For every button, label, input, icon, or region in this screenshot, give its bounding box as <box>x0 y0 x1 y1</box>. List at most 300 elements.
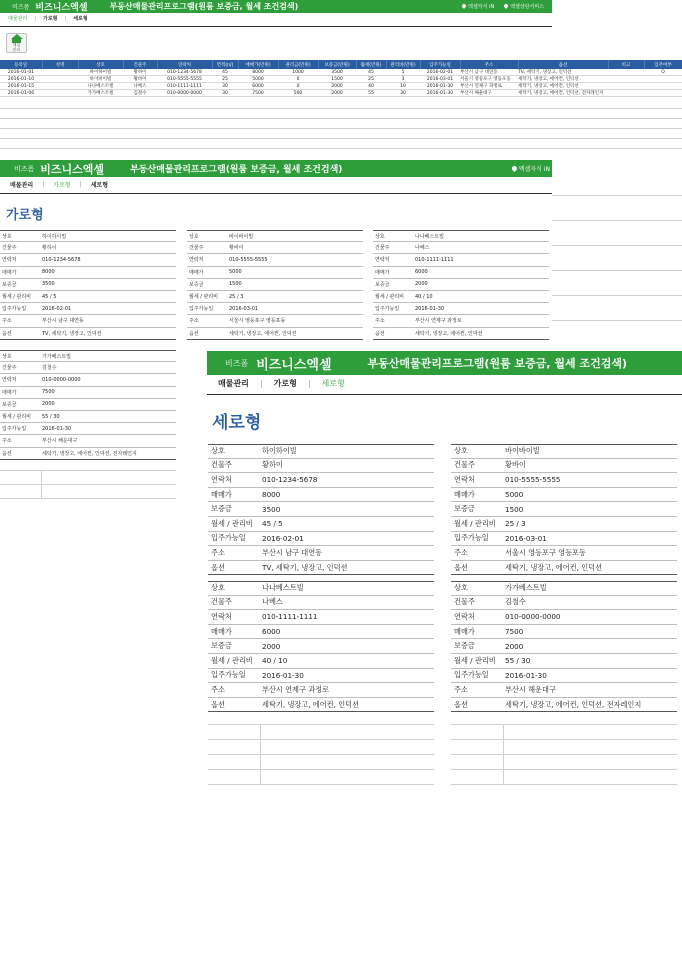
field-value-price[interactable]: 8000 <box>262 490 281 500</box>
field-value-price[interactable]: 6000 <box>262 627 281 637</box>
table-cell[interactable]: 30 <box>386 90 420 97</box>
field-label: 연락처 <box>454 474 475 484</box>
field-label: 월세 / 관리비 <box>2 414 32 421</box>
field-value-address[interactable]: 부산시 해운대구 <box>505 684 556 694</box>
table-cell[interactable]: 5000 <box>238 76 278 83</box>
table-cell[interactable] <box>608 83 644 90</box>
empty-grid-line <box>208 769 434 770</box>
table-cell[interactable]: TV, 세탁기, 냉장고, 인덕션 <box>518 69 608 76</box>
table-cell[interactable]: 2016-02-01 <box>420 69 460 76</box>
table-header-cell: 입주여부 <box>644 60 682 69</box>
app-header-bar <box>0 0 552 13</box>
field-value-deposit[interactable]: 2000 <box>505 641 524 651</box>
empty-grid-line <box>208 754 434 755</box>
field-value-options[interactable]: 세탁기, 냉장고, 에어컨, 인덕션, 전자레인지 <box>42 450 137 457</box>
property-field-row <box>208 654 434 669</box>
property-field-row <box>208 561 434 576</box>
table-cell[interactable] <box>608 90 644 97</box>
table-row[interactable] <box>0 76 682 83</box>
field-value-owner[interactable]: 김철수 <box>42 365 57 372</box>
field-label: 건물주 <box>2 245 17 252</box>
field-value-options[interactable]: 세탁기, 냉장고, 에어컨, 인덕션 <box>262 699 360 709</box>
nav-separator: | <box>79 181 82 188</box>
table-cell[interactable]: 부산시 남구 대연동 <box>460 69 518 76</box>
table-header-row <box>0 60 682 69</box>
property-field-row <box>0 230 176 242</box>
property-field-row <box>451 698 677 713</box>
table-cell[interactable]: 500 <box>278 90 318 97</box>
table-cell[interactable]: O <box>644 69 682 76</box>
table-cell[interactable]: 010-5555-5555 <box>157 76 212 83</box>
business-excel-logo[interactable]: 비즈니스엑셀 <box>35 3 88 13</box>
listing-home-button[interactable] <box>6 33 27 53</box>
field-value-options[interactable]: 세탁기, 냉장고, 에어컨, 인덕션 <box>229 330 297 337</box>
field-value-name[interactable]: 바이바이빌 <box>505 446 540 456</box>
location-pin-icon <box>461 3 467 9</box>
field-value-deposit[interactable]: 2000 <box>262 641 281 651</box>
table-cell[interactable]: 1500 <box>318 76 356 83</box>
table-cell[interactable]: 서울시 영등포구 영등포동 <box>460 76 518 83</box>
field-value-deposit[interactable]: 2000 <box>42 401 55 408</box>
property-field-row <box>208 473 434 488</box>
header-link-excel-in[interactable]: 엑셀자식 iN <box>462 3 494 10</box>
field-value-price[interactable]: 6000 <box>415 269 428 276</box>
field-value-address[interactable]: 부산시 연제구 과정로 <box>415 318 462 325</box>
bizform-logo-text: 비즈폼 <box>225 358 249 368</box>
property-card <box>0 230 176 340</box>
field-value-phone[interactable]: 010-5555-5555 <box>505 475 561 485</box>
field-value-options[interactable]: 세탁기, 냉장고, 에어컨, 인덕션, 전자레인지 <box>505 699 642 709</box>
field-value-deposit[interactable]: 3500 <box>262 504 281 514</box>
field-value-phone[interactable]: 010-1234-5678 <box>262 475 318 485</box>
empty-row <box>0 138 682 139</box>
table-cell[interactable]: 3 <box>386 76 420 83</box>
nav-divider <box>0 26 552 27</box>
field-value-address[interactable]: 부산시 해운대구 <box>42 438 78 445</box>
property-field-row <box>208 610 434 625</box>
table-cell[interactable]: 25 <box>212 76 238 83</box>
field-value-options[interactable]: 세탁기, 냉장고, 에어컨, 인덕션 <box>415 330 483 337</box>
property-card <box>373 230 549 340</box>
field-label: 입주가능일 <box>189 306 214 313</box>
property-field-row <box>0 242 176 254</box>
table-cell[interactable]: 1000 <box>278 69 318 76</box>
sheet-nav <box>8 15 88 22</box>
field-label: 보증금 <box>454 641 475 651</box>
location-pin-icon <box>511 165 518 172</box>
field-value-owner[interactable]: 김철수 <box>505 597 526 607</box>
property-field-row <box>373 267 549 279</box>
field-value-name[interactable]: 나나베스트빌 <box>415 233 444 240</box>
field-value-price[interactable]: 8000 <box>42 269 55 276</box>
field-value-deposit[interactable]: 1500 <box>229 281 242 288</box>
field-label: 주소 <box>2 438 12 445</box>
app-title: 부동산매물관리프로그램(원룸 보증금, 월세 조건검색) <box>130 165 343 175</box>
field-value-owner[interactable]: 황바이 <box>505 460 526 470</box>
table-header-cell: 성명 <box>42 60 78 69</box>
table-header-cell: 건물주 <box>123 60 157 69</box>
property-field-row <box>451 546 677 561</box>
field-label: 보증금 <box>211 504 232 514</box>
field-value-rent-fee[interactable]: 55 / 30 <box>42 413 60 420</box>
table-cell[interactable]: 부산시 연제구 과정로 <box>460 83 518 90</box>
property-field-row <box>373 303 549 315</box>
field-label: 상호 <box>2 353 12 360</box>
home-button-label-2: 관리 <box>12 46 21 52</box>
empty-grid-line <box>451 754 677 755</box>
table-cell[interactable]: 10 <box>386 83 420 90</box>
table-cell[interactable]: 황하이 <box>123 69 157 76</box>
field-value-name[interactable]: 하이하이빌 <box>262 446 297 456</box>
table-cell[interactable]: 2016-01-15 <box>0 83 42 90</box>
table-cell[interactable]: 0 <box>278 76 318 83</box>
table-cell[interactable]: 2016-01-30 <box>420 83 460 90</box>
table-cell[interactable]: 2000 <box>318 90 356 97</box>
field-value-address[interactable]: 부산시 연제구 과정로 <box>262 684 330 694</box>
field-value-address[interactable]: 부산시 남구 대연동 <box>42 318 84 325</box>
property-field-row <box>0 448 176 460</box>
table-cell[interactable]: 2016-01-10 <box>0 76 42 83</box>
property-field-row <box>208 532 434 547</box>
field-value-rent-fee[interactable]: 25 / 3 <box>229 293 244 300</box>
table-cell[interactable] <box>608 76 644 83</box>
property-field-row <box>373 315 549 327</box>
property-field-row <box>208 669 434 684</box>
field-value-name[interactable]: 나나베스트빌 <box>262 583 304 593</box>
sheet-gridline <box>552 220 682 221</box>
field-value-rent-fee[interactable]: 45 / 5 <box>262 519 283 529</box>
table-row[interactable] <box>0 83 682 90</box>
field-value-owner[interactable]: 나베스 <box>415 245 430 252</box>
field-label: 매매가 <box>211 626 232 636</box>
field-value-price[interactable]: 5000 <box>229 269 242 276</box>
table-cell[interactable]: 김철수 <box>123 90 157 97</box>
field-value-address[interactable]: 서울시 영등포구 영등포동 <box>229 318 286 325</box>
property-field-row <box>0 411 176 423</box>
field-value-price[interactable]: 7500 <box>505 627 524 637</box>
field-label: 옵션 <box>2 450 12 457</box>
empty-row <box>0 128 682 129</box>
table-cell[interactable]: 45 <box>356 69 386 76</box>
table-cell[interactable]: 010-1234-5678 <box>157 69 212 76</box>
table-cell[interactable]: 45 <box>212 69 238 76</box>
field-label: 입주가능일 <box>211 533 246 543</box>
property-field-row <box>208 625 434 640</box>
property-field-row <box>373 291 549 303</box>
empty-grid-line <box>451 739 677 740</box>
field-label: 보증금 <box>375 281 390 288</box>
table-cell[interactable]: 세탁기, 냉장고, 에어컨, 인덕션, 전자레인지 <box>518 90 608 97</box>
app-title: 부동산매물관리프로그램(원룸 보증금, 월세 조건검색) <box>367 357 628 370</box>
property-field-row <box>208 502 434 517</box>
table-cell[interactable]: 2016-01-30 <box>420 90 460 97</box>
field-value-move-in[interactable]: 2016-01-30 <box>42 425 72 432</box>
table-header-cell: 면적(㎡) <box>212 60 238 69</box>
property-field-row <box>451 444 677 459</box>
field-value-price[interactable]: 7500 <box>42 389 55 396</box>
page-heading-horizontal: 가로형 <box>6 208 44 223</box>
field-value-price[interactable]: 5000 <box>505 490 524 500</box>
sheet-gridline <box>552 245 682 246</box>
business-excel-logo[interactable]: 비즈니스엑셀 <box>40 162 105 176</box>
property-field-row <box>451 561 677 576</box>
empty-row <box>0 118 682 119</box>
property-card <box>451 581 677 712</box>
app-header-bar-3 <box>207 351 682 375</box>
table-cell[interactable] <box>644 76 682 83</box>
nav-listing[interactable]: 매물관리 <box>218 379 249 388</box>
table-cell[interactable]: 30 <box>212 83 238 90</box>
field-value-options[interactable]: TV, 세탁기, 냉장고, 인덕션 <box>42 330 102 337</box>
empty-grid-line <box>260 724 261 784</box>
field-label: 상호 <box>454 583 468 593</box>
property-field-row <box>451 473 677 488</box>
table-cell[interactable]: 010-1111-1111 <box>157 83 212 90</box>
property-field-row <box>208 639 434 654</box>
field-value-move-in[interactable]: 2016-01-30 <box>415 305 445 312</box>
field-value-rent-fee[interactable]: 40 / 10 <box>262 656 288 666</box>
property-field-row <box>208 444 434 459</box>
field-label: 옵션 <box>375 330 385 337</box>
table-cell[interactable]: 부산시 해운대구 <box>460 90 518 97</box>
empty-grid-line <box>451 769 677 770</box>
empty-row <box>0 148 682 149</box>
field-label: 매매가 <box>2 389 17 396</box>
property-field-row <box>451 502 677 517</box>
property-field-row <box>208 517 434 532</box>
table-cell[interactable]: 40 <box>356 83 386 90</box>
field-label: 연락처 <box>2 377 17 384</box>
field-value-move-in[interactable]: 2016-01-30 <box>262 670 304 680</box>
field-value-name[interactable]: 하이하이빌 <box>42 233 67 240</box>
field-label: 월세 / 관리비 <box>2 294 32 301</box>
table-header-cell: 옵션 <box>518 60 608 69</box>
field-value-move-in[interactable]: 2016-02-01 <box>42 305 72 312</box>
home-button-label: 매물 <box>12 42 21 48</box>
table-cell[interactable]: 2016-03-01 <box>420 76 460 83</box>
sheet-gridline <box>552 270 682 271</box>
empty-grid-line <box>41 470 42 498</box>
table-cell[interactable] <box>42 90 78 97</box>
nav-vertical[interactable]: 세로형 <box>321 379 345 388</box>
nav-vertical[interactable]: 세로형 <box>90 182 109 189</box>
nav-horizontal[interactable]: 가로형 <box>53 182 71 189</box>
empty-row <box>0 108 682 109</box>
nav-vertical[interactable]: 세로형 <box>73 16 88 22</box>
table-cell[interactable] <box>644 83 682 90</box>
table-cell[interactable] <box>644 90 682 97</box>
nav-listing[interactable]: 매물관리 <box>8 16 28 22</box>
table-cell[interactable]: 세탁기, 냉장고, 에어컨, 인덕션 <box>518 83 608 90</box>
field-value-name[interactable]: 바이바이빌 <box>229 233 254 240</box>
nav-horizontal[interactable]: 가로형 <box>273 379 297 388</box>
field-value-name[interactable]: 가가베스트빌 <box>505 583 547 593</box>
table-cell[interactable] <box>42 83 78 90</box>
property-field-row <box>187 279 363 291</box>
business-excel-logo[interactable]: 비즈니스엑셀 <box>256 357 332 373</box>
table-cell[interactable]: 3500 <box>318 69 356 76</box>
property-field-row <box>451 669 677 684</box>
field-value-phone[interactable]: 010-1111-1111 <box>415 256 454 263</box>
field-value-phone[interactable]: 010-5555-5555 <box>229 256 268 263</box>
table-cell[interactable]: 55 <box>356 90 386 97</box>
field-label: 건물주 <box>454 597 475 607</box>
field-value-phone[interactable]: 010-1111-1111 <box>262 612 318 622</box>
header-link-consult[interactable]: 엑셀상담서비스 <box>504 3 544 10</box>
table-row[interactable] <box>0 90 682 97</box>
table-cell[interactable]: 010-0000-0000 <box>157 90 212 97</box>
table-cell[interactable]: 5 <box>386 69 420 76</box>
field-label: 연락처 <box>2 257 17 264</box>
property-field-row <box>373 328 549 340</box>
empty-grid-line <box>208 739 434 740</box>
table-header-cell: 보증금(만원) <box>318 60 356 69</box>
field-value-phone[interactable]: 010-0000-0000 <box>505 612 561 622</box>
header-link-excel-in[interactable]: 엑셀자식 iN <box>512 164 550 173</box>
property-field-row <box>208 488 434 503</box>
property-card <box>451 444 677 575</box>
table-cell[interactable]: 25 <box>356 76 386 83</box>
empty-grid-line <box>503 724 504 784</box>
field-value-deposit[interactable]: 3500 <box>42 281 55 288</box>
table-header-cell: 상호 <box>78 60 123 69</box>
table-cell[interactable]: 나나베스트빌 <box>78 83 123 90</box>
table-cell[interactable]: 가가베스트빌 <box>78 90 123 97</box>
property-field-row <box>187 254 363 266</box>
property-field-row <box>451 488 677 503</box>
property-field-row <box>187 303 363 315</box>
field-label: 건물주 <box>454 460 475 470</box>
table-cell[interactable]: 세탁기, 냉장고, 에어컨, 인덕션 <box>518 76 608 83</box>
field-value-move-in[interactable]: 2016-02-01 <box>262 533 304 543</box>
field-value-options[interactable]: TV, 세탁기, 냉장고, 인덕션 <box>262 562 348 572</box>
field-value-owner[interactable]: 황바이 <box>229 245 244 252</box>
sheet-nav-2 <box>10 180 108 189</box>
app-title: 부동산매물관리프로그램(원룸 보증금, 월세 조건검색) <box>109 2 299 11</box>
field-value-address[interactable]: 서울시 영등포구 영등포동 <box>505 547 586 557</box>
table-cell[interactable]: 7500 <box>238 90 278 97</box>
property-field-row <box>373 279 549 291</box>
field-label: 건물주 <box>211 460 232 470</box>
table-cell[interactable] <box>42 76 78 83</box>
field-value-move-in[interactable]: 2016-03-01 <box>229 305 259 312</box>
property-field-row <box>0 423 176 435</box>
field-value-owner[interactable]: 나베스 <box>262 597 283 607</box>
field-value-address[interactable]: 부산시 남구 대연동 <box>262 547 323 557</box>
empty-grid-line <box>451 724 677 725</box>
header-links <box>462 0 544 13</box>
field-label: 연락처 <box>211 611 232 621</box>
field-label: 옵션 <box>211 562 225 572</box>
table-cell[interactable]: 2000 <box>318 83 356 90</box>
field-label: 월세 / 관리비 <box>211 518 253 528</box>
property-card <box>187 230 363 340</box>
field-label: 입주가능일 <box>454 670 489 680</box>
property-field-row <box>208 459 434 474</box>
field-label: 월세 / 관리비 <box>454 655 496 665</box>
location-pin-icon <box>503 3 509 9</box>
field-label: 보증금 <box>454 504 475 514</box>
field-label: 상호 <box>375 233 385 240</box>
table-cell[interactable]: 8000 <box>238 69 278 76</box>
field-value-options[interactable]: 세탁기, 냉장고, 에어컨, 인덕션 <box>505 562 603 572</box>
table-cell[interactable]: 나베스 <box>123 83 157 90</box>
field-label: 주소 <box>375 318 385 325</box>
table-cell[interactable]: 2016-01-06 <box>0 90 42 97</box>
sheet-gridline <box>552 320 682 321</box>
nav-horizontal[interactable]: 가로형 <box>43 16 58 22</box>
table-cell[interactable]: 2016-01-01 <box>0 69 42 76</box>
property-field-row <box>0 350 176 362</box>
field-label: 주소 <box>211 684 225 694</box>
field-value-move-in[interactable]: 2016-03-01 <box>505 533 547 543</box>
table-header-cell: 월세(만원) <box>356 60 386 69</box>
table-cell[interactable]: 하이하이빌 <box>78 69 123 76</box>
field-label: 상호 <box>2 233 12 240</box>
field-value-deposit[interactable]: 2000 <box>415 281 428 288</box>
field-value-name[interactable]: 가가베스트빌 <box>42 353 71 360</box>
field-value-phone[interactable]: 010-1234-5678 <box>42 256 81 263</box>
field-label: 매매가 <box>189 269 204 276</box>
property-field-row <box>451 683 677 698</box>
field-label: 주소 <box>211 547 225 557</box>
property-card <box>0 350 176 460</box>
property-field-row <box>373 242 549 254</box>
property-field-row <box>0 279 176 291</box>
table-cell[interactable]: 6000 <box>238 83 278 90</box>
field-label: 매매가 <box>211 489 232 499</box>
field-value-phone[interactable]: 010-0000-0000 <box>42 376 81 383</box>
field-value-owner[interactable]: 황하이 <box>42 245 57 252</box>
empty-grid-line <box>451 784 677 785</box>
table-cell[interactable]: 0 <box>278 83 318 90</box>
field-label: 보증금 <box>189 281 204 288</box>
property-field-row <box>451 532 677 547</box>
field-label: 연락처 <box>454 611 475 621</box>
field-value-deposit[interactable]: 1500 <box>505 504 524 514</box>
field-label: 주소 <box>189 318 199 325</box>
table-cell[interactable]: 바이바이빌 <box>78 76 123 83</box>
table-header-cell: 연락처 <box>157 60 212 69</box>
nav-listing[interactable]: 매물관리 <box>10 182 34 189</box>
field-value-owner[interactable]: 황하이 <box>262 460 283 470</box>
field-value-rent-fee[interactable]: 45 / 5 <box>42 293 57 300</box>
table-cell[interactable]: 30 <box>212 90 238 97</box>
property-field-row <box>451 459 677 474</box>
empty-grid-line <box>208 724 434 725</box>
property-field-row <box>451 581 677 596</box>
property-field-row <box>451 596 677 611</box>
field-label: 매매가 <box>375 269 390 276</box>
nav-divider <box>0 193 552 194</box>
field-value-rent-fee[interactable]: 25 / 3 <box>505 519 526 529</box>
table-cell[interactable]: 황바이 <box>123 76 157 83</box>
app-header-bar-2 <box>0 160 552 177</box>
field-value-rent-fee[interactable]: 40 / 10 <box>415 293 433 300</box>
field-label: 월세 / 관리비 <box>454 518 496 528</box>
field-value-rent-fee[interactable]: 55 / 30 <box>505 656 531 666</box>
field-value-move-in[interactable]: 2016-01-30 <box>505 670 547 680</box>
property-field-row <box>187 291 363 303</box>
field-label: 월세 / 관리비 <box>211 655 253 665</box>
property-field-row <box>0 374 176 386</box>
field-label: 상호 <box>211 446 225 456</box>
field-label: 주소 <box>454 684 468 694</box>
listing-table <box>0 60 682 97</box>
nav-separator: | <box>259 379 263 388</box>
field-label: 매매가 <box>454 489 475 499</box>
property-field-row <box>373 254 549 266</box>
